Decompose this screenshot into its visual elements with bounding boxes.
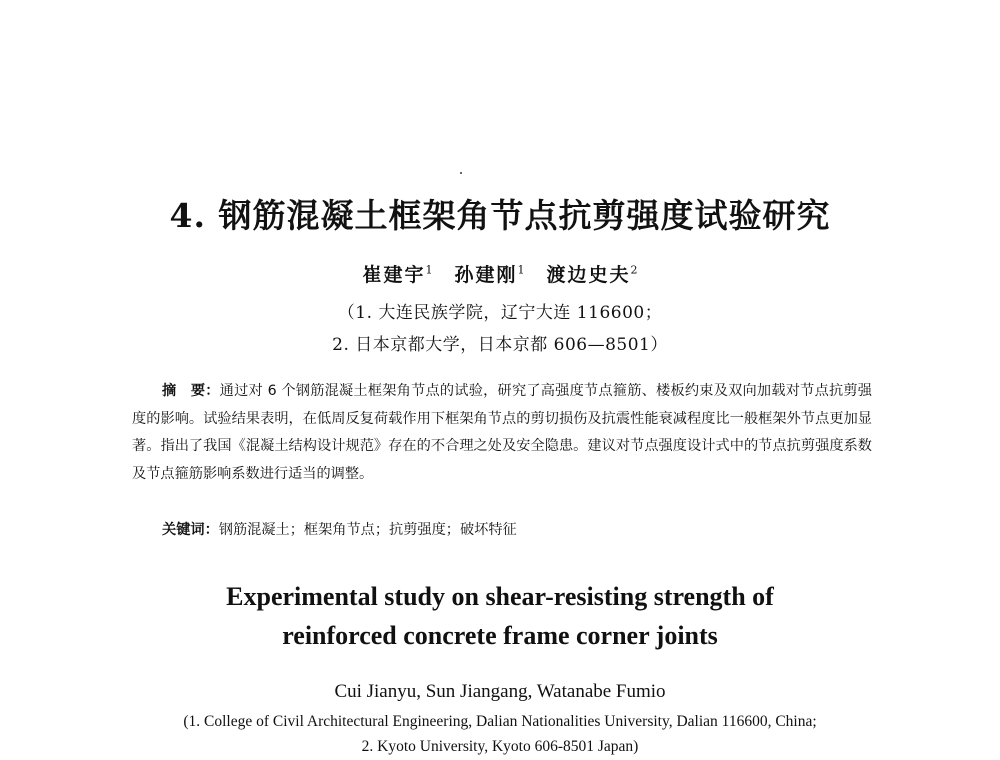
keywords-text: 钢筋混凝土；框架角节点；抗剪强度；破坏特征 xyxy=(218,522,517,538)
scan-speck xyxy=(460,172,462,174)
affiliation-chinese-line-2: 2. 日本京都大学，日本京都 606—8501） xyxy=(332,335,668,355)
abstract-label: 摘 要： xyxy=(162,383,220,399)
title-english-line-1: Experimental study on shear-resisting strength of xyxy=(226,582,774,611)
authors-english: Cui Jianyu, Sun Jiangang, Watanabe Fumio xyxy=(334,681,666,702)
affiliation-english-line-1: (1. College of Civil Architectural Engineering, Dalian Nationalities University, Dalian 116600, China; xyxy=(183,713,817,730)
author-name: 渡边史夫 xyxy=(546,264,631,286)
abstract-chinese xyxy=(132,378,872,488)
author-name: 孙建刚 xyxy=(454,264,518,286)
author-affil-mark: 1 xyxy=(425,263,433,277)
authors-chinese xyxy=(0,260,1000,287)
affiliation-chinese-line-1: （1. 大连民族学院，辽宁大连 116600； xyxy=(337,303,663,323)
affiliation-english-line-2: 2. Kyoto University, Kyoto 606-8501 Japan) xyxy=(361,738,639,755)
title-chinese: 4. 钢筋混凝土框架角节点抗剪强度试验研究 xyxy=(169,196,831,235)
author-name: 崔建宇 xyxy=(362,264,426,286)
abstract-text: 通过对 6 个钢筋混凝土框架角节点的试验，研究了高强度节点箍筋、楼板约束及双向加载对节点抗剪强度的影响。试验结果表明，在低周反复荷载作用下框架角节点的剪切损伤及抗震性能衰减程度比一般框架外节点更加显著。指出了我国《混凝土结构设计规范》存在的不合理之处及安全隐患。建议对节点强度设计式中的节点抗剪强度系数及节点箍筋影响系数进行适当的调整。 xyxy=(132,383,872,482)
keywords-chinese xyxy=(162,517,862,545)
author-affil-mark: 1 xyxy=(517,263,525,277)
title-english-line-2: reinforced concrete frame corner joints xyxy=(282,621,718,650)
keywords-label: 关键词： xyxy=(162,522,219,538)
author-affil-mark: 2 xyxy=(630,263,638,277)
